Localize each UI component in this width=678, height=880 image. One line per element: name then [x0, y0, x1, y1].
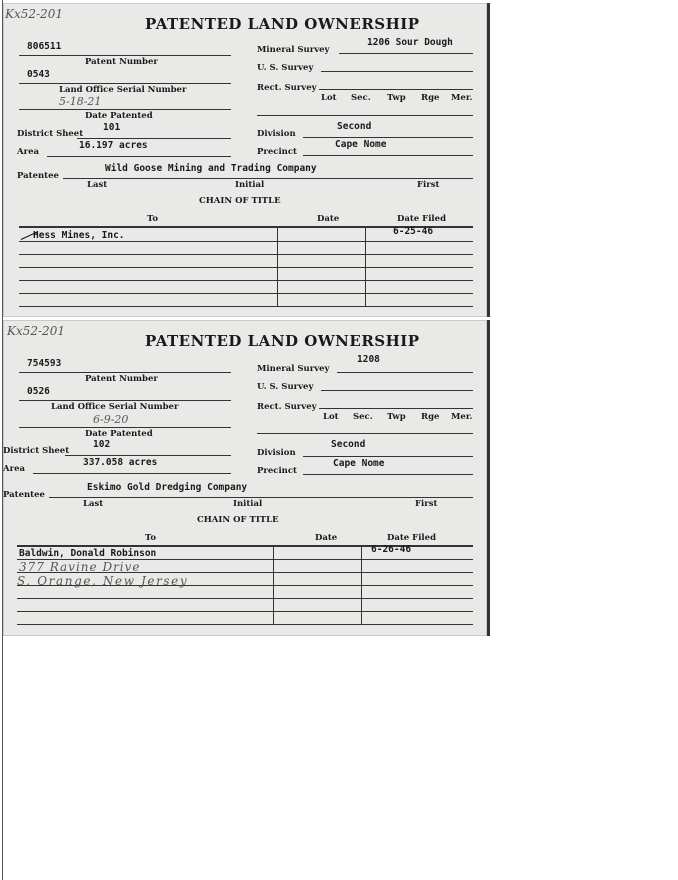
rect-survey-label: Rect. Survey	[257, 83, 317, 93]
last-label: Last	[87, 180, 108, 190]
division-value: Second	[331, 439, 366, 450]
area-value: 16.197 acres	[79, 140, 148, 151]
division-value: Second	[337, 121, 372, 132]
chain-to-header: To	[147, 214, 159, 224]
patent-number-value: 754593	[27, 358, 62, 369]
land-ownership-card-1	[3, 3, 490, 317]
patentee-value: Eskimo Gold Dredging Company	[87, 482, 248, 493]
area-value: 337.058 acres	[83, 457, 158, 468]
initial-label: Initial	[235, 180, 265, 190]
precinct-value: Cape Nome	[333, 458, 385, 469]
district-sheet-value: 102	[93, 439, 111, 450]
division-label: Division	[257, 129, 296, 139]
mineral-survey-value: 1208	[357, 354, 380, 365]
chain-row-1-to: Baldwin, Donald Robinson	[19, 548, 157, 559]
chain-to-header: To	[145, 533, 157, 543]
chain-of-title-label: CHAIN OF TITLE	[197, 515, 279, 525]
initial-label: Initial	[233, 499, 263, 509]
patentee-value: Wild Goose Mining and Trading Company	[105, 163, 317, 174]
mer-label: Mer.	[451, 93, 473, 103]
division-label: Division	[257, 448, 296, 458]
card-title: PATENTED LAND OWNERSHIP	[145, 332, 420, 350]
twp-label: Twp	[387, 93, 406, 103]
mer-label: Mer.	[451, 412, 473, 422]
precinct-value: Cape Nome	[335, 139, 387, 150]
chain-row-1-date-filed: 6-25-46	[393, 226, 434, 237]
chain-row-1-to: Hess Mines, Inc.	[33, 230, 125, 241]
chain-row-1-date-filed: 6-26-46	[371, 544, 412, 555]
rge-label: Rge	[421, 412, 440, 422]
chain-date-header: Date	[315, 533, 338, 543]
serial-number-value: 0526	[27, 386, 50, 397]
chain-row-3-to: S. Orange, New Jersey	[17, 574, 189, 588]
card-stamp: Kx52-201	[5, 7, 63, 21]
district-sheet-label: District Sheet	[17, 129, 84, 139]
serial-number-value: 0543	[27, 69, 50, 80]
chain-date-filed-header: Date Filed	[397, 214, 447, 224]
rge-label: Rge	[421, 93, 440, 103]
twp-label: Twp	[387, 412, 406, 422]
sec-label: Sec.	[353, 412, 373, 422]
area-label: Area	[3, 464, 25, 474]
us-survey-label: U. S. Survey	[257, 382, 314, 392]
date-patented-label: Date Patented	[85, 111, 153, 121]
chain-date-filed-header: Date Filed	[387, 533, 437, 543]
serial-number-label: Land Office Serial Number	[51, 402, 179, 412]
land-ownership-card-2	[3, 320, 490, 636]
first-label: First	[415, 499, 438, 509]
chain-date-header: Date	[317, 214, 340, 224]
date-patented-value: 5-18-21	[59, 95, 102, 108]
sec-label: Sec.	[351, 93, 371, 103]
chain-of-title-label: CHAIN OF TITLE	[199, 196, 281, 206]
lot-label: Lot	[323, 412, 339, 422]
card-stamp: Kx52-201	[7, 324, 65, 338]
card-title: PATENTED LAND OWNERSHIP	[145, 15, 420, 33]
mineral-survey-value: 1206 Sour Dough	[367, 37, 453, 48]
mineral-survey-label: Mineral Survey	[257, 45, 330, 55]
lot-label: Lot	[321, 93, 337, 103]
us-survey-label: U. S. Survey	[257, 63, 314, 73]
district-sheet-label: District Sheet	[3, 446, 70, 456]
patent-number-label: Patent Number	[85, 57, 158, 67]
patent-number-value: 806511	[27, 41, 62, 52]
rect-survey-label: Rect. Survey	[257, 402, 317, 412]
patent-number-label: Patent Number	[85, 374, 158, 384]
serial-number-label: Land Office Serial Number	[59, 85, 187, 95]
first-label: First	[417, 180, 440, 190]
mineral-survey-label: Mineral Survey	[257, 364, 330, 374]
chain-row-2-to: 377 Ravine Drive	[19, 560, 141, 574]
patentee-label: Patentee	[3, 490, 45, 500]
district-sheet-value: 101	[103, 122, 121, 133]
precinct-label: Precinct	[257, 466, 297, 476]
date-patented-label: Date Patented	[85, 429, 153, 439]
area-label: Area	[17, 147, 39, 157]
patentee-label: Patentee	[17, 171, 59, 181]
date-patented-value: 6-9-20	[93, 413, 129, 426]
precinct-label: Precinct	[257, 147, 297, 157]
last-label: Last	[83, 499, 104, 509]
